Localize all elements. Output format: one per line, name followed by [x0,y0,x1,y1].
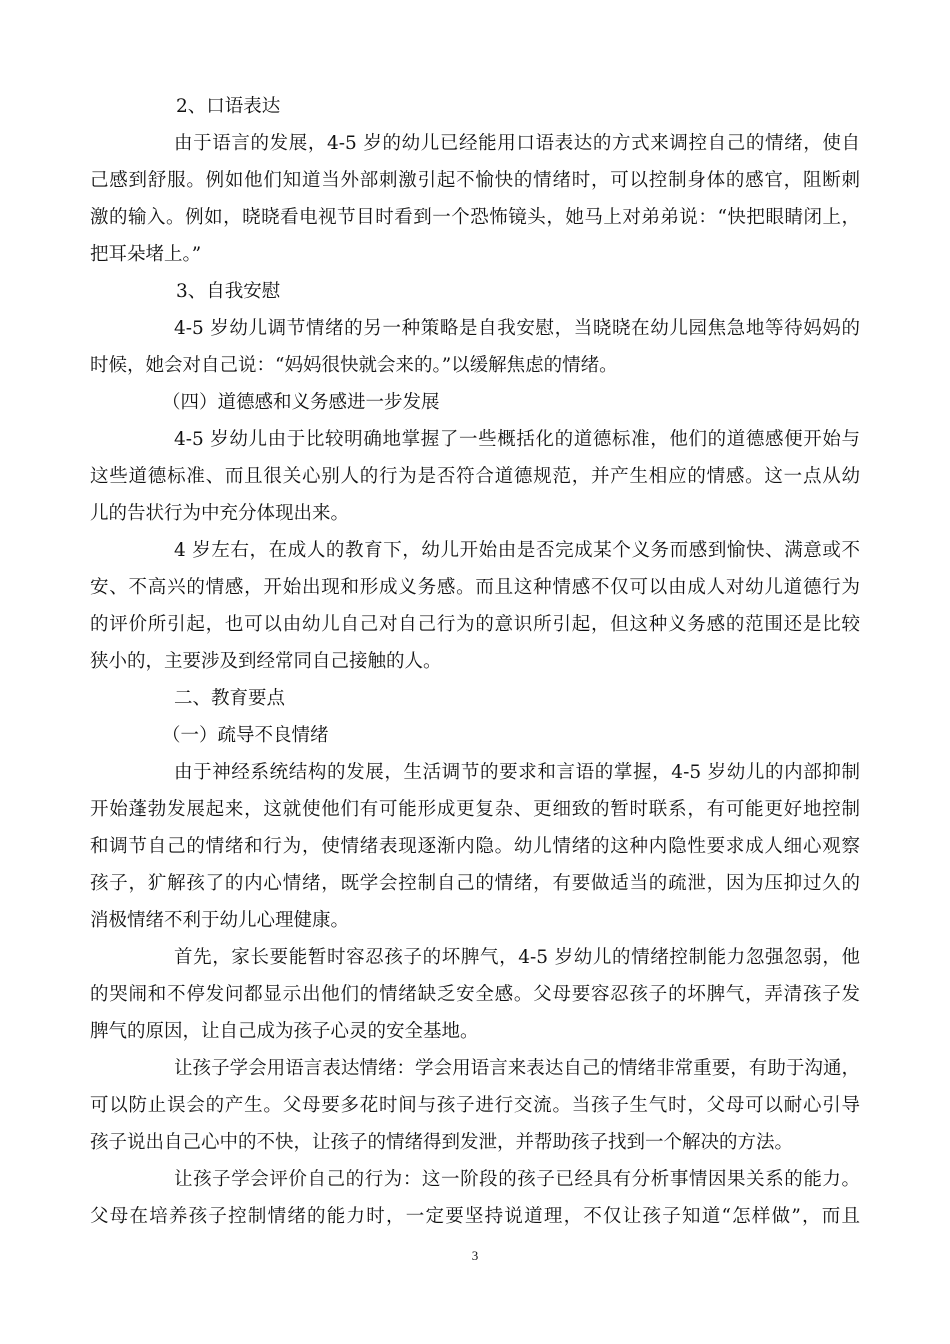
paragraph-line: 可以防止误会的产生。父母要多花时间与孩子进行交流。当孩子生气时，父母可以耐心引导 [90,1095,860,1116]
paragraph-line: 脾气的原因，让自己成为孩子心灵的安全基地。 [90,1021,479,1042]
paragraph-line: 安、不高兴的情感，开始出现和形成义务感。而且这种情感不仅可以由成人对幼儿道德行为 [90,577,860,598]
paragraph-line: 狭小的，主要涉及到经常同自己接触的人。 [90,651,442,672]
paragraph-line: 儿的告状行为中充分体现出来。 [90,503,350,524]
paragraph-line: 孩子说出自己心中的不快，让孩子的情绪得到发泄，并帮助孩子找到一个解决的方法。 [90,1132,794,1153]
paragraph-line: 首先，家长要能暂时容忍孩子的坏脾气，4-5 岁幼儿的情绪控制能力忽强忽弱，他 [174,947,860,968]
subheading-self-comfort: 3、自我安慰 [176,281,281,302]
subheading-oral-expression: 2、口语表达 [176,96,281,117]
paragraph-line: 己感到舒服。例如他们知道当外部刺激引起不愉快的情绪时，可以控制身体的感官，阻断刺 [90,170,860,191]
paragraph-line: 由于语言的发展，4-5 岁的幼儿已经能用口语表达的方式来调控自己的情绪，使自 [174,133,860,154]
paragraph-line: 把耳朵堵上。” [90,244,202,265]
paragraph-line: 孩子，犷解孩了的内心情绪，既学会控制自己的情绪，有要做适当的疏泄，因为压抑过久的 [90,873,860,894]
page-body [90,88,860,1235]
section-heading-moral-sense: （四）道德感和义务感进一步发展 [162,392,440,413]
heading-education-points: 二、教育要点 [174,688,286,709]
paragraph-line: 和调节自己的情绪和行为，使情绪表现逐渐内隐。幼儿情绪的这种内隐性要求成人细心观察 [90,836,860,857]
section-heading-guide-emotions: （一）疏导不良情绪 [162,725,329,746]
paragraph-line: 消极情绪不利于幼儿心理健康。 [90,910,350,931]
paragraph-line: 的评价所引起，也可以由幼儿自己对自己行为的意识所引起，但这种义务感的范围还是比较 [90,614,860,635]
paragraph-line: 由于神经系统结构的发展，生活调节的要求和言语的掌握，4-5 岁幼儿的内部抑制 [174,762,860,783]
page-number: 3 [471,1248,479,1263]
paragraph-line: 4-5 岁幼儿由于比较明确地掌握了一些概括化的道德标准，他们的道德感便开始与 [174,429,860,450]
paragraph-line: 父母在培养孩子控制情绪的能力时，一定要坚持说道理，不仅让孩子知道“怎样做”，而且 [90,1206,860,1227]
paragraph-line: 的哭闹和不停发问都显示出他们的情绪缺乏安全感。父母要容忍孩子的坏脾气，弄清孩子发 [90,984,860,1005]
paragraph-line: 这些道德标准、而且很关心别人的行为是否符合道德规范，并产生相应的情感。这一点从幼 [90,466,860,487]
paragraph-line: 让孩子学会评价自己的行为：这一阶段的孩子已经具有分析事情因果关系的能力。 [174,1169,860,1190]
paragraph-line: 时候，她会对自己说：“妈妈很快就会来的。”以缓解焦虑的情绪。 [90,355,618,376]
paragraph-line: 4 岁左右，在成人的教育下，幼儿开始由是否完成某个义务而感到愉快、满意或不 [174,540,860,561]
paragraph-line: 让孩子学会用语言表达情绪：学会用语言来表达自己的情绪非常重要，有助于沟通， [174,1058,860,1079]
paragraph-line: 激的输入。例如，晓晓看电视节目时看到一个恐怖镜头，她马上对弟弟说：“快把眼睛闭上， [90,207,860,228]
paragraph-line: 开始蓬勃发展起来，这就使他们有可能形成更复杂、更细致的暂时联系，有可能更好地控制 [90,799,860,820]
paragraph-line: 4-5 岁幼儿调节情绪的另一种策略是自我安慰，当晓晓在幼儿园焦急地等待妈妈的 [174,318,860,339]
